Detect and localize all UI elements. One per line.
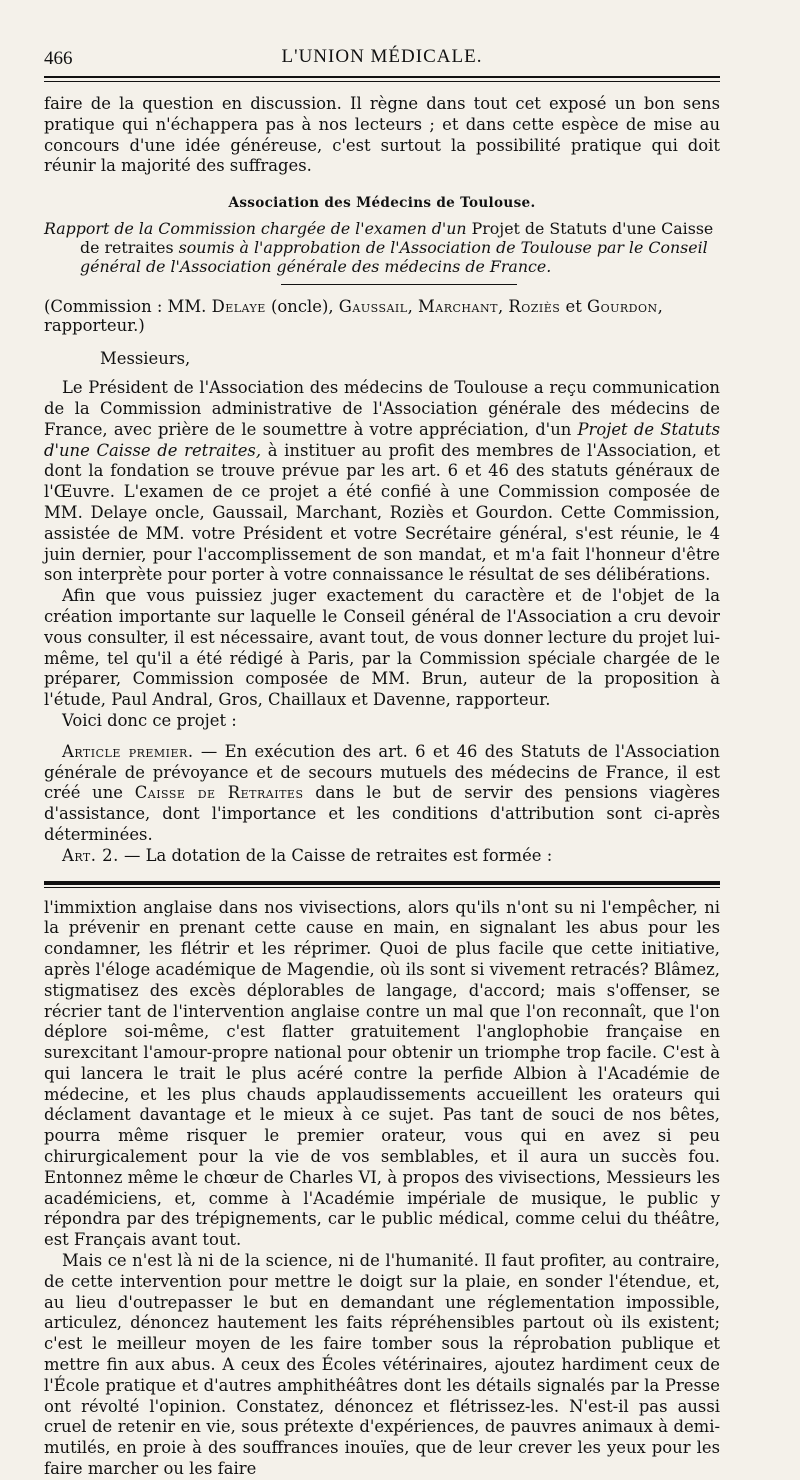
intro-paragraph: faire de la question en discussion. Il règne dans tout cet exposé un bon sens pratique qui n'échappera pas à nos lecteurs ; et dans cette espèce de mise au concours d'une idée généreuse, c'est surtout la possibilité pratique qui doit réunir la majorité des suffrages.	[44, 94, 720, 176]
article-2	[44, 846, 720, 867]
commission-sep-2: ,	[407, 297, 418, 317]
article-2-label: Art. 2.	[62, 845, 119, 865]
page-header	[44, 40, 720, 78]
body-p1-start: Le Président de l'Association des médecins de Toulouse a reçu communication de la Commission administrative de l'Association générale des médecins de France, avec prière de le soumettre à votre appréciation, d'un	[44, 378, 720, 439]
article-1-caisse: Caisse de Retraites	[134, 783, 304, 803]
body-p1-end: à instituer au profit des membres de l'Association, et dont la fondation se trouve prévue par les art. 6 et 46 des statuts généraux de l'Œuvre. L'examen de ce projet a été confié à une Commission composée de MM. Delaye oncle, Gaussail, Marchant, Roziès et Gourdon. Cette Commission, assistée de MM. votre Président et votre Secrétaire général, s'est réunie, le 4 juin dernier, pour l'accomplissement de son mandat, et m'a fait l'honneur d'être son interprète pour porter à votre connaissance le résultat de ses délibérations.	[44, 440, 720, 585]
feuilleton-paragraph-2: Mais ce n'est là ni de la science, ni de l'humanité. Il faut profiter, au contraire, de cette intervention pour mettre le doigt sur la plaie, en sonder l'étendue, et, au lieu d'outrepasser le but en demandant une réglementation impossible, articulez, dénoncez hautement les faits répréhensibles partout où ils existent; c'est le meilleur moyen de les faire tomber sous la réprobation publique et mettre fin aux abus. A ceux des Écoles vétérinaires, ajoutez hardiment ceux de l'École pratique et d'autres amphithéâtres dont les détails signalés par la Presse ont révolté l'opinion. Constatez, dénoncez et flétrissez-les. N'est-il pas aussi cruel de retenir en vie, sous prétexte d'expériences, de pauvres animaux à demi-mutilés, en proie à des souffrances inouïes, que de leur crever les yeux pour les faire marcher ou les faire	[44, 1251, 720, 1479]
member-delaye: Delaye	[211, 297, 266, 317]
body-paragraph-3: Voici donc ce projet :	[62, 710, 237, 730]
article-1-text-b: dans le but de servir des pensions viagères d'assistance, dont l'importance et les conditions d'attribution sont ci-après déterminées.	[44, 783, 720, 844]
header-rule	[44, 81, 720, 82]
commission-line	[44, 297, 720, 335]
divider-thin-rule	[44, 887, 720, 888]
body-paragraph-2: Afin que vous puissiez juger exactement du caractère et de l'objet de la création importante sur laquelle le Conseil général de l'Association a cru devoir vous consulter, il est nécessaire, avant tout, de vous donner lecture du projet lui-même, tel qu'il a été rédigé à Paris, par la Commission spéciale chargée de le préparer, Commission composée de MM. Brun, auteur de la proposition à l'étude, Paul Andral, Gros, Chaillaux et Davenne, rapporteur.	[44, 586, 720, 710]
member-rozies: Roziès	[508, 297, 561, 317]
commission-sep-4: et	[560, 297, 587, 317]
page-number: 466	[44, 48, 73, 69]
association-title: Association des Médecins de Toulouse.	[228, 195, 536, 212]
article-1-label: Article premier.	[62, 741, 194, 761]
commission-sep-1: (oncle),	[265, 297, 339, 317]
feuilleton-divider	[44, 881, 720, 888]
report-title-project: Projet de Statuts d'une Caisse de retraites	[80, 219, 714, 258]
title-rule	[281, 284, 518, 285]
running-title: L'UNION MÉDICALE.	[281, 46, 483, 67]
commission-sep-3: ,	[497, 297, 509, 317]
report-title-rest: soumis à l'approbation de l'Association de Toulouse par le Conseil général de l'Association générale des médecins de France.	[80, 238, 708, 277]
report-title	[44, 219, 720, 276]
commission-suffix: , rapporteur.)	[44, 297, 663, 336]
commission-prefix: (Commission : MM.	[44, 297, 212, 317]
body-p1-project-title: Projet de Statuts d'une Caisse de retraites,	[44, 419, 720, 460]
salutation: Messieurs,	[100, 349, 191, 369]
article-1-text-a: — En exécution des art. 6 et 46 des Statuts de l'Association générale de prévoyance et de secours mutuels des médecins de France, il est créé une	[44, 741, 720, 803]
articles-block	[44, 742, 720, 867]
article-2-text: — La dotation de la Caisse de retraites est formée :	[118, 845, 553, 865]
article-1	[44, 742, 720, 846]
divider-thick-rule	[44, 881, 720, 885]
body-paragraph-1	[44, 378, 720, 586]
report-title-lead: Rapport de la Commission chargée de l'examen d'un	[44, 219, 472, 239]
member-gaussail: Gaussail	[338, 297, 408, 317]
member-gourdon: Gourdon	[587, 297, 658, 317]
member-marchant: Marchant	[418, 297, 498, 317]
feuilleton-paragraph-1: l'immixtion anglaise dans nos vivisections, alors qu'ils n'ont su ni l'empêcher, ni la prévenir en prenant cette cause en main, en signalant les abus pour les condamner, les flétrir et les réprimer. Quoi de plus facile que cette initiative, après l'éloge académique de Magendie, où ils sont si vivement retracés? Blâmez, stigmatisez des excès déplorables de langage, d'accord; mais s'offenser, se récrier tant de l'intervention anglaise contre un mal que l'on reconnaît, que l'on déplore soi-même, c'est flatter gratuitement l'anglophobie française en surexcitant l'amour-propre national pour obtenir un triomphe trop facile. C'est à qui lancera le trait le plus acéré contre la perfide Albion à l'Académie de médecine, et les plus chauds applaudissements accueillent les orateurs qui déclament davantage et le mieux à ce sujet. Pas tant de souci de nos bêtes, pourra même risquer le premier orateur, vous qui en avez si peu chirurgicalement pour la vie de vos semblables, et il aura un succès fou. Entonnez même le chœur de Charles VI, à propos des vivisections, Messieurs les académiciens, et, comme à l'Académie impériale de musique, le public y répondra par des trépignements, car le public médical, comme celui du théâtre, est Français avant tout.	[44, 897, 720, 1250]
